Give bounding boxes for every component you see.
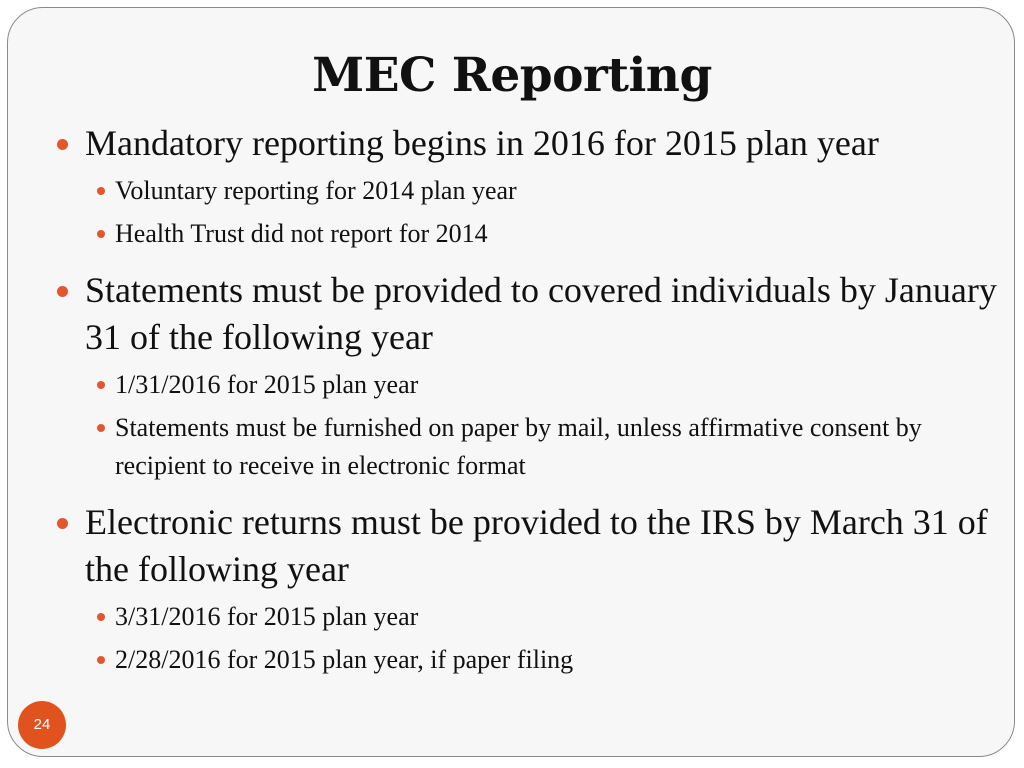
sub-bullet-item [53,598,1003,636]
sub-bullet-item [53,409,1003,485]
bullet-dot-icon [57,139,68,150]
bullet-item [53,120,1003,167]
bullet-dot-icon [57,518,68,529]
sub-bullet-text: 3/31/2016 for 2015 plan year [115,602,419,631]
sub-bullet-item [53,172,1003,210]
sub-bullet-dot-icon [97,613,105,621]
bullet-item [53,267,1003,361]
sub-bullet-dot-icon [97,424,105,432]
sub-bullet-item [53,641,1003,679]
sub-bullet-item [53,215,1003,253]
sub-bullet-text: Health Trust did not report for 2014 [115,219,488,248]
bullet-list [53,120,1003,679]
bullet-text: Statements must be provided to covered individuals by January 31 of the following year [85,270,997,357]
slide-title: MEC Reporting [312,48,712,103]
bullet-text: Mandatory reporting begins in 2016 for 2015 plan year [85,123,879,163]
sub-bullet-dot-icon [97,187,105,195]
sub-bullet-dot-icon [97,230,105,238]
sub-bullet-text: 2/28/2016 for 2015 plan year, if paper filing [115,645,574,674]
slide-number-badge: 24 [18,701,66,749]
bullet-dot-icon [57,286,68,297]
bullet-text: Electronic returns must be provided to the IRS by March 31 of the following year [85,502,988,589]
sub-bullet-text: 1/31/2016 for 2015 plan year [115,370,419,399]
sub-bullet-text: Voluntary reporting for 2014 plan year [115,176,517,205]
bullet-item [53,499,1003,593]
sub-bullet-item [53,366,1003,404]
sub-bullet-text: Statements must be furnished on paper by mail, unless affirmative consent by recipient to receive in electronic format [115,413,922,480]
sub-bullet-dot-icon [97,656,105,664]
sub-bullet-dot-icon [97,381,105,389]
slide [7,7,1015,757]
